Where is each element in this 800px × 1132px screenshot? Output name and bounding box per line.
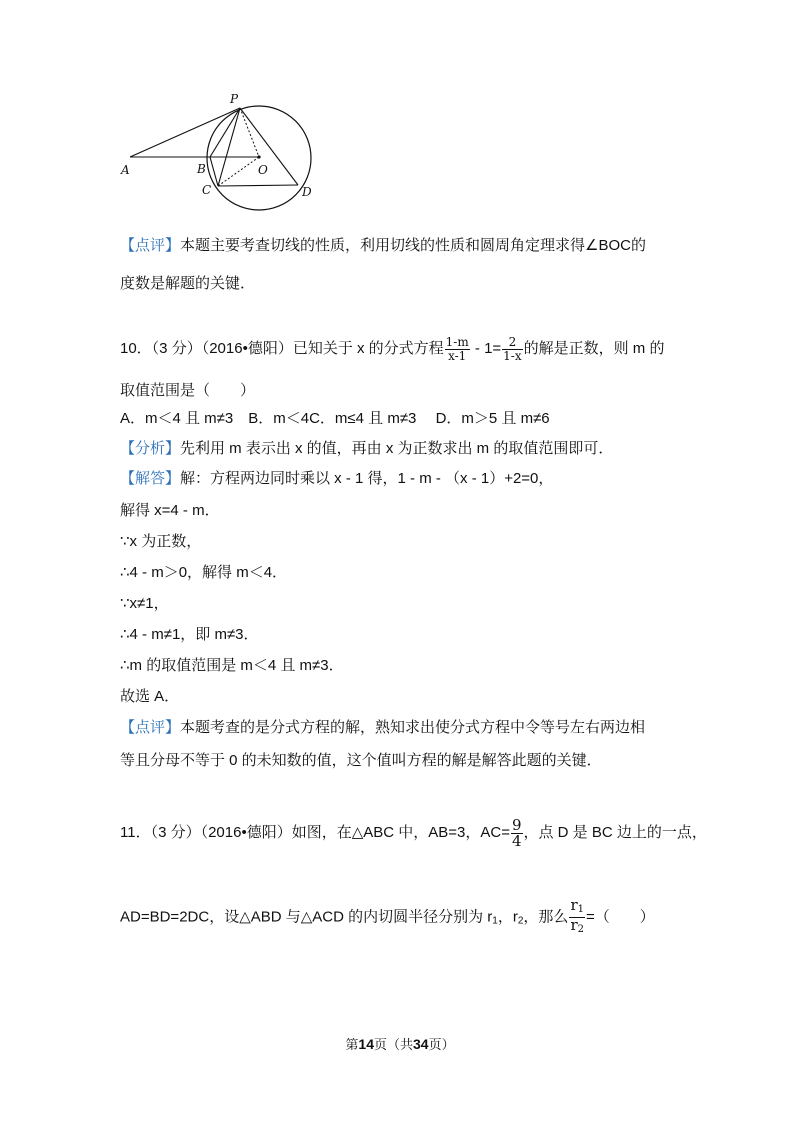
q10-head-pre: 10．（3 分）（2016•德阳）已知关于 x 的分式方程	[120, 340, 444, 357]
q9-comment-line1	[120, 235, 646, 257]
line-ap	[130, 108, 240, 157]
page-number: 14	[358, 1036, 374, 1052]
q10-step: ∴4 - m≠1，即 m≠3．	[120, 626, 259, 643]
ratio-r: r	[570, 896, 578, 914]
center-point-o	[257, 155, 260, 158]
q11-fraction-ac	[511, 815, 523, 850]
label-p: P	[230, 92, 239, 106]
subscript: 1	[492, 915, 498, 927]
q9-comment-text2: 度数是解题的关键．	[120, 275, 256, 292]
total-pages: 34	[413, 1036, 429, 1052]
q10-fraction-2	[502, 336, 522, 363]
q9-comment-text1: 本题主要考查切线的性质，利用切线的性质和圆周角定理求得∠BOC的	[180, 237, 646, 254]
geometry-figure	[110, 88, 340, 213]
q11-question-line2	[120, 896, 655, 935]
q10-question-line1	[120, 334, 664, 364]
fraction-denominator: 1-x	[503, 348, 522, 363]
line-pd	[240, 108, 298, 185]
fraction-numerator: 1-m	[445, 334, 469, 349]
fraction-numerator	[569, 898, 585, 918]
q10-comment-text1: 本题考查的是分式方程的解，熟知求出使分式方程中令等号左右两边相	[180, 719, 646, 736]
q11-head-pre: 11．（3 分）（2016•德阳）如图，在△ABC 中，AB=3，AC=	[120, 824, 510, 841]
label-b: B	[197, 162, 206, 176]
line-pc	[218, 108, 240, 186]
q11-line2-mid2: ，那么	[523, 908, 569, 926]
ratio-r: r	[570, 916, 578, 934]
label-d: D	[302, 185, 312, 199]
q11-head-post: ，点 D 是 BC 边上的一点，	[523, 824, 707, 841]
page-footer	[0, 1034, 800, 1053]
q11-line2-mid: ，r	[497, 908, 518, 926]
line-oc-dashed	[218, 157, 259, 186]
q10-step: 解得 x=4 - m．	[120, 502, 220, 519]
q10-solution	[120, 468, 553, 490]
fraction-denominator: x-1	[448, 348, 467, 363]
q10-step: ∴m 的取值范围是 m＜4 且 m≠3．	[120, 657, 344, 674]
subscript: 2	[517, 915, 524, 927]
analysis-tag: 【分析】	[120, 440, 181, 457]
q9-comment-line2	[120, 273, 255, 295]
q11-line2-post: =（ ）	[585, 908, 655, 926]
q10-solution-text: 解：方程两边同时乘以 x - 1 得，1 - m - （x - 1）+2=0，	[180, 470, 554, 487]
q10-analysis-text: 先利用 m 表示出 x 的值，再由 x 为正数求出 m 的取值范围即可．	[180, 440, 614, 457]
footer-pre: 第	[345, 1037, 359, 1052]
q11-ratio-fraction	[569, 898, 585, 937]
q10-head-post: 的解是正数，则 m 的	[523, 340, 665, 357]
fraction-denominator	[569, 918, 585, 937]
q10-step: ∴4 - m＞0，解得 m＜4．	[120, 564, 288, 581]
q10-comment-line1	[120, 717, 645, 739]
label-c: C	[202, 183, 212, 197]
q10-head-mid: - 1=	[470, 340, 502, 357]
solution-tag: 【解答】	[120, 470, 181, 487]
comment-tag: 【点评】	[120, 719, 181, 736]
fraction-numerator: 9	[511, 815, 522, 834]
comment-tag: 【点评】	[120, 237, 181, 254]
q10-fraction-1	[445, 336, 470, 363]
q11-question-line1	[120, 816, 707, 850]
line-bc	[210, 157, 218, 186]
footer-mid: 页（共	[373, 1037, 413, 1052]
q10-comment-line2: 等且分母不等于 0 的未知数的值，这个值叫方程的解是解答此题的关键．	[120, 752, 602, 769]
fraction-numerator: 2	[502, 336, 522, 350]
line-pb	[210, 108, 240, 157]
subscript: 2	[577, 924, 584, 935]
q10-question-line2: 取值范围是（ ）	[120, 382, 256, 399]
q10-step: 故选 A．	[120, 688, 180, 705]
q10-options: A．m＜4 且 m≠3 B．m＜4C．m≤4 且 m≠3 D．m＞5 且 m≠6	[120, 410, 550, 427]
line-po-dashed	[240, 108, 259, 157]
label-o: O	[258, 163, 268, 177]
q10-analysis	[120, 438, 613, 460]
footer-post: 页）	[428, 1037, 455, 1052]
line-cd	[218, 185, 298, 186]
subscript: 1	[577, 904, 584, 915]
fraction-denominator: 4	[511, 831, 522, 850]
q10-step: ∵x 为正数，	[120, 533, 202, 550]
q10-step: ∵x≠1，	[120, 595, 169, 612]
q11-line2-pre: AD=BD=2DC，设△ABD 与△ACD 的内切圆半径分别为 r	[120, 908, 493, 926]
label-a: A	[121, 163, 130, 177]
